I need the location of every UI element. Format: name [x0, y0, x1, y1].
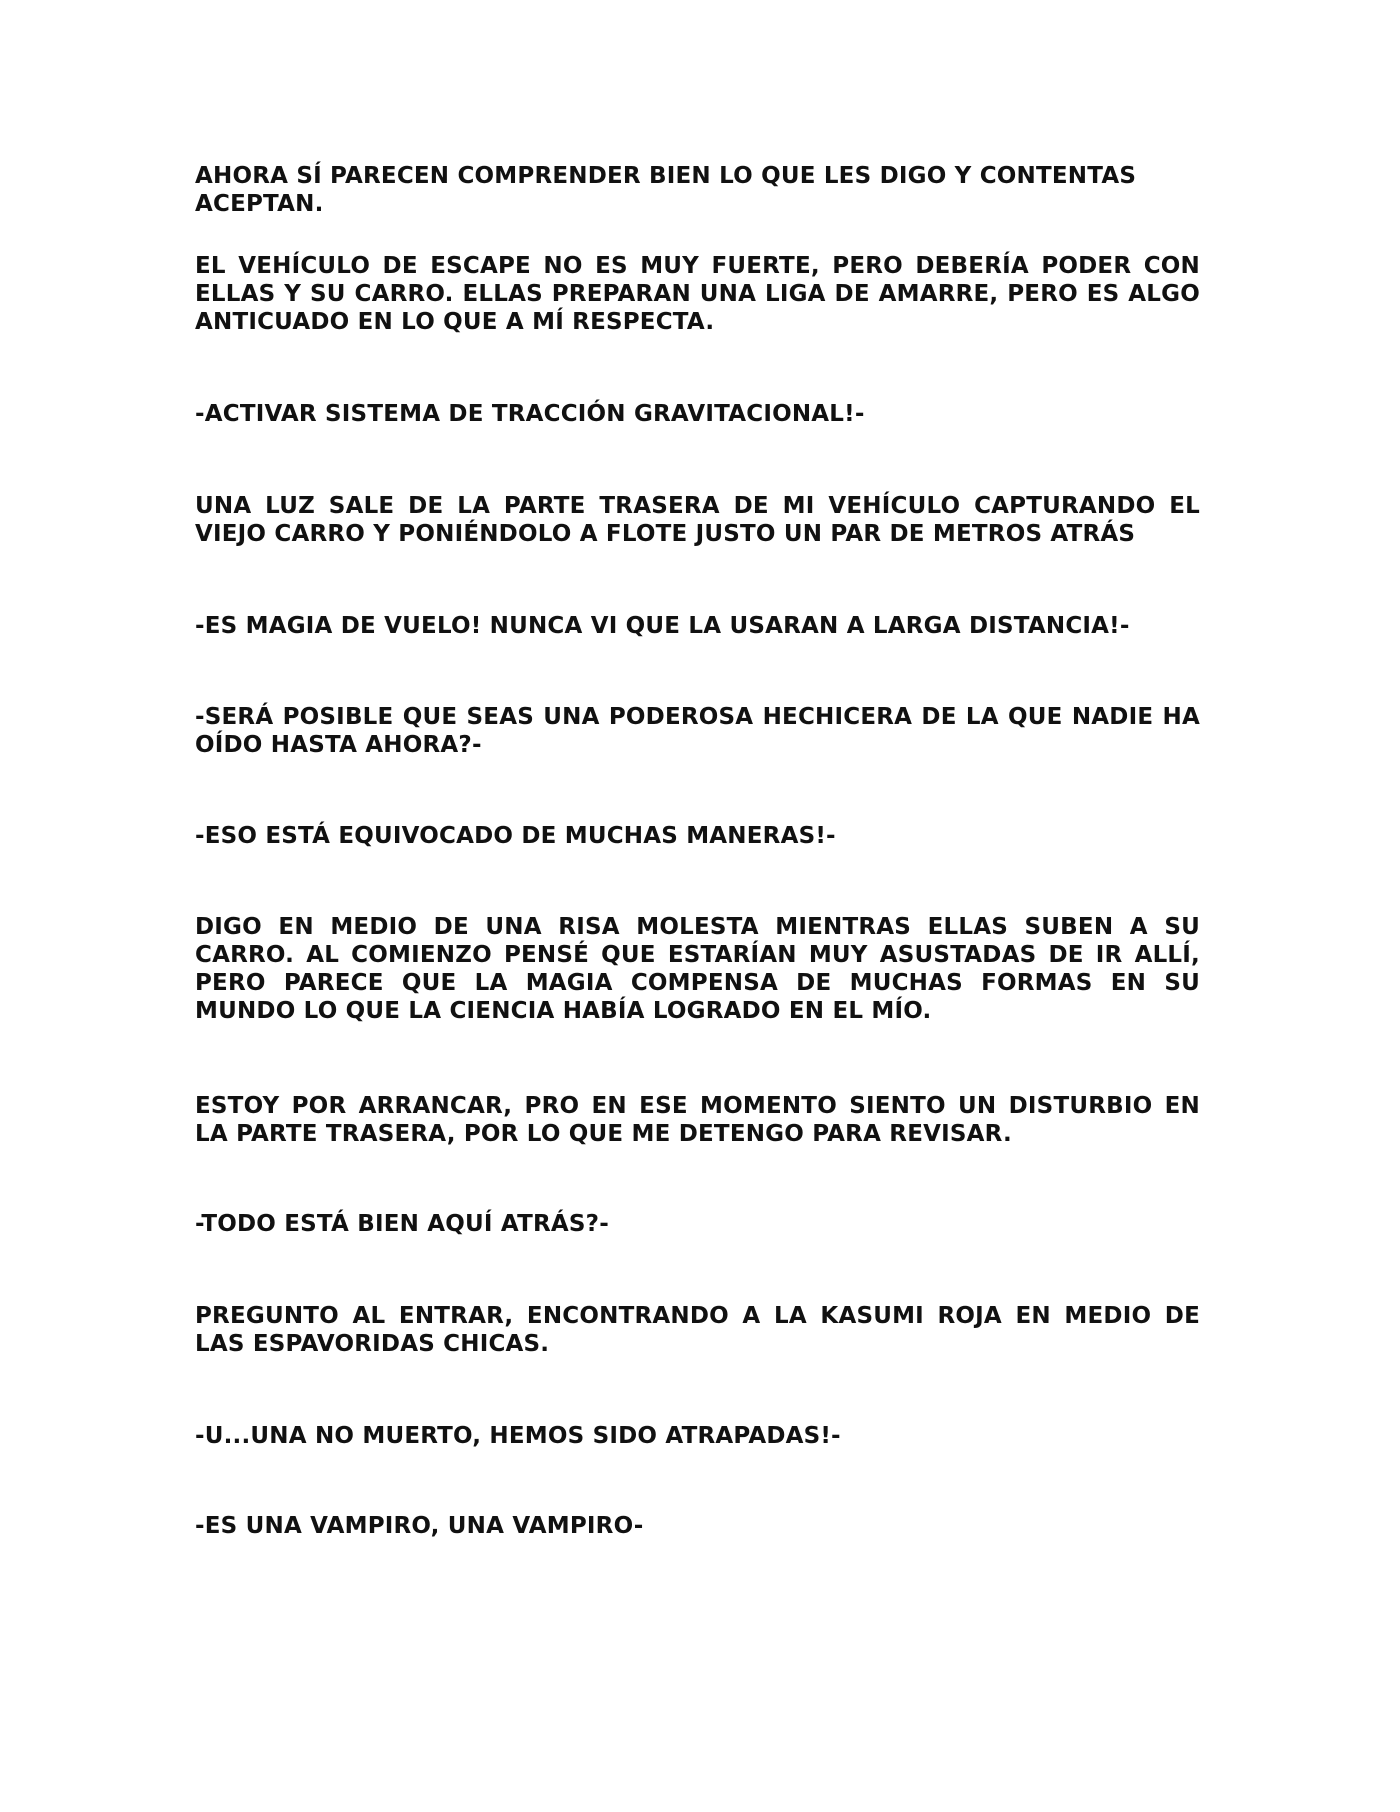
dialogue-line: -ESO ESTÁ EQUIVOCADO DE MUCHAS MANERAS!-	[195, 823, 836, 849]
dialogue-line: -U...UNA NO MUERTO, HEMOS SIDO ATRAPADAS!-	[195, 1423, 841, 1449]
paragraph: ESTOY POR ARRANCAR, PRO EN ESE MOMENTO SIENTO UN DISTURBIO EN LA PARTE TRASERA, POR LO QUE ME DETENGO PARA REVISAR.	[195, 1093, 1200, 1147]
dialogue-line: -SERÁ POSIBLE QUE SEAS UNA PODEROSA HECHICERA DE LA QUE NADIE HA OÍDO HASTA AHORA?-	[195, 704, 1200, 758]
paragraph: DIGO EN MEDIO DE UNA RISA MOLESTA MIENTRAS ELLAS SUBEN A SU CARRO. AL COMIENZO PENSÉ QUE ESTARÍAN MUY ASUSTADAS DE IR ALLÍ, PERO PARECE QUE LA MAGIA COMPENSA DE MUCHAS FORMAS EN SU MUNDO LO QUE LA CIENCIA HABÍA LOGRADO EN EL MÍO.	[195, 914, 1200, 1024]
paragraph: AHORA SÍ PARECEN COMPRENDER BIEN LO QUE LES DIGO Y CONTENTAS ACEPTAN.	[195, 163, 1137, 217]
paragraph: EL VEHÍCULO DE ESCAPE NO ES MUY FUERTE, PERO DEBERÍA PODER CON ELLAS Y SU CARRO. ELLAS PREPARAN UNA LIGA DE AMARRE, PERO ES ALGO ANTICUADO EN LO QUE A MÍ RESPECTA.	[195, 253, 1200, 335]
paragraph: UNA LUZ SALE DE LA PARTE TRASERA DE MI VEHÍCULO CAPTURANDO EL VIEJO CARRO Y PONIÉNDOLO A FLOTE JUSTO UN PAR DE METROS ATRÁS	[195, 493, 1200, 547]
dialogue-line: -ES MAGIA DE VUELO! NUNCA VI QUE LA USARAN A LARGA DISTANCIA!-	[195, 613, 1130, 639]
dialogue-line: -TODO ESTÁ BIEN AQUÍ ATRÁS?-	[195, 1211, 609, 1237]
dialogue-line: -ES UNA VAMPIRO, UNA VAMPIRO-	[195, 1513, 644, 1539]
dialogue-line: -ACTIVAR SISTEMA DE TRACCIÓN GRAVITACIONAL!-	[195, 401, 865, 427]
paragraph: PREGUNTO AL ENTRAR, ENCONTRANDO A LA KASUMI ROJA EN MEDIO DE LAS ESPAVORIDAS CHICAS.	[195, 1303, 1200, 1357]
